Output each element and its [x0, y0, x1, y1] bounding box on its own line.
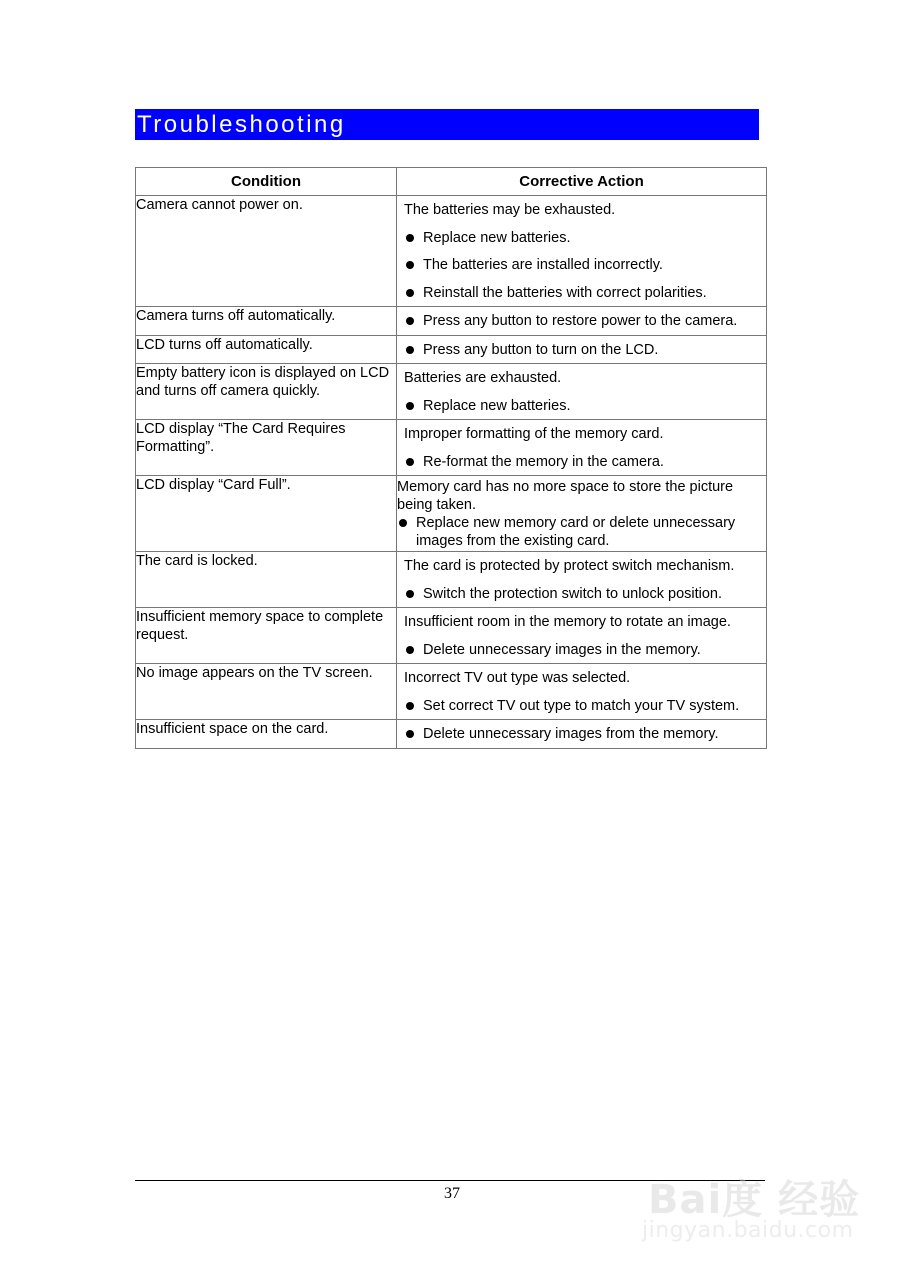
action-cell — [397, 420, 767, 476]
table-row — [136, 720, 767, 749]
action-note — [404, 552, 760, 580]
bullet-icon — [406, 289, 414, 297]
action-cell — [397, 307, 767, 336]
condition-cell: Insufficient memory space to complete request. — [136, 608, 397, 664]
action-bullet-item — [404, 224, 760, 252]
action-text: Re-format the memory in the camera. — [423, 453, 664, 470]
action-bullet-item — [404, 251, 760, 279]
condition-cell: LCD display “Card Full”. — [136, 476, 397, 552]
action-bullet-item — [404, 279, 760, 307]
action-text: Incorrect TV out type was selected. — [404, 670, 631, 686]
bullet-icon — [406, 234, 414, 242]
bullet-icon — [406, 702, 414, 710]
action-text: The card is protected by protect switch mechanism. — [404, 558, 735, 574]
watermark-brand: Bai度 经验 — [648, 1177, 861, 1223]
baidu-watermark — [640, 1148, 880, 1248]
bullet-icon — [406, 346, 414, 354]
table-row — [136, 196, 767, 307]
action-bullet-item — [397, 514, 766, 550]
action-note — [397, 478, 766, 514]
condition-cell: LCD display “The Card Requires Formatting”. — [136, 420, 397, 476]
action-header: Corrective Action — [397, 168, 767, 196]
bullet-icon — [406, 402, 414, 410]
action-bullet-item — [404, 580, 760, 608]
action-bullet-item — [404, 636, 760, 664]
table-row — [136, 335, 767, 364]
action-cell — [397, 364, 767, 420]
action-text: Memory card has no more space to store the picture being taken. — [397, 479, 734, 513]
action-cell — [397, 335, 767, 364]
condition-cell: LCD turns off automatically. — [136, 335, 397, 364]
action-note — [404, 420, 760, 448]
action-note — [404, 196, 760, 224]
table-row — [136, 420, 767, 476]
action-cell — [397, 552, 767, 608]
table-row — [136, 364, 767, 420]
condition-cell: Insufficient space on the card. — [136, 720, 397, 749]
action-cell — [397, 608, 767, 664]
action-text: Delete unnecessary images from the memory. — [423, 726, 719, 742]
action-text: Press any button to turn on the LCD. — [423, 341, 659, 358]
action-bullet-item — [404, 720, 760, 748]
condition-cell: Camera cannot power on. — [136, 196, 397, 307]
action-text: The batteries are installed incorrectly. — [423, 257, 663, 273]
action-cell — [397, 720, 767, 749]
action-cell — [397, 664, 767, 720]
action-cell — [397, 476, 767, 552]
section-title-bar — [135, 109, 759, 140]
watermark-url: jingyan.baidu.com — [642, 1218, 854, 1243]
action-note — [404, 364, 760, 392]
action-bullet-item — [404, 336, 760, 364]
table-row — [136, 552, 767, 608]
action-text: Set correct TV out type to match your TV system. — [423, 697, 740, 714]
action-text: Replace new batteries. — [423, 229, 571, 246]
action-text: Delete unnecessary images in the memory. — [423, 641, 701, 658]
table-row — [136, 664, 767, 720]
action-text: Press any button to restore power to the camera. — [423, 313, 738, 329]
action-text: Insufficient room in the memory to rotate an image. — [404, 614, 731, 630]
action-cell — [397, 196, 767, 307]
condition-cell: Camera turns off automatically. — [136, 307, 397, 336]
action-text: Switch the protection switch to unlock position. — [423, 585, 723, 602]
action-bullet-item — [404, 307, 760, 335]
action-bullet-item — [404, 392, 760, 420]
bullet-icon — [399, 519, 407, 527]
bullet-icon — [406, 458, 414, 466]
page-number: 37 — [444, 1185, 460, 1202]
condition-header: Condition — [136, 168, 397, 196]
table-row — [136, 476, 767, 552]
table-row — [136, 608, 767, 664]
condition-cell: No image appears on the TV screen. — [136, 664, 397, 720]
action-text: Improper formatting of the memory card. — [404, 426, 664, 442]
action-note — [404, 664, 760, 692]
action-bullet-item — [404, 692, 760, 720]
action-text: Reinstall the batteries with correct polarities. — [423, 284, 707, 301]
bullet-icon — [406, 317, 414, 325]
condition-cell: Empty battery icon is displayed on LCD and turns off camera quickly. — [136, 364, 397, 420]
action-note — [404, 608, 760, 636]
troubleshooting-table — [135, 167, 767, 749]
action-bullet-item — [404, 448, 760, 476]
bullet-icon — [406, 261, 414, 269]
bullet-icon — [406, 590, 414, 598]
section-title: Troubleshooting — [137, 111, 346, 138]
table-row — [136, 307, 767, 336]
bullet-icon — [406, 730, 414, 738]
action-text: Replace new batteries. — [423, 397, 571, 414]
action-text: The batteries may be exhausted. — [404, 202, 616, 218]
table-header-row — [136, 168, 767, 196]
action-text: Replace new memory card or delete unnecessary images from the existing card. — [416, 515, 736, 549]
condition-cell: The card is locked. — [136, 552, 397, 608]
action-text: Batteries are exhausted. — [404, 370, 562, 386]
bullet-icon — [406, 646, 414, 654]
